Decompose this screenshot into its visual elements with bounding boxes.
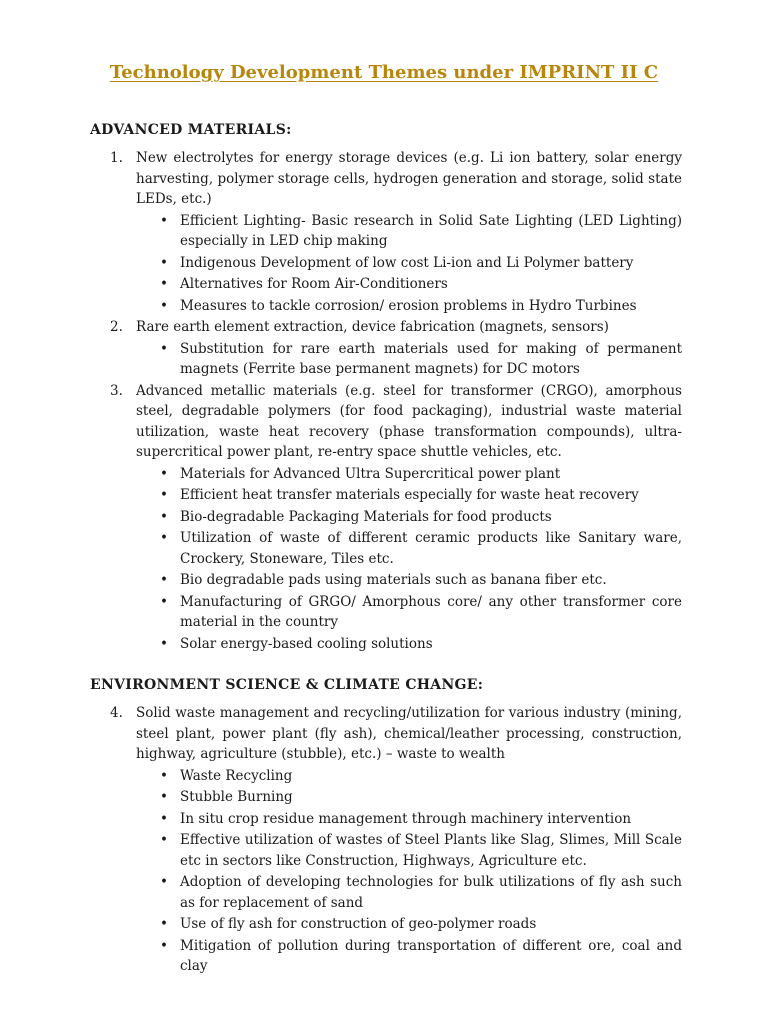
bullet-icon: • xyxy=(160,937,168,954)
sub-bullet-list xyxy=(136,211,682,317)
bullet-icon: • xyxy=(160,212,168,229)
bullet-text: Alternatives for Room Air-Conditioners xyxy=(180,276,448,292)
bullet-item xyxy=(136,253,682,274)
bullet-item xyxy=(136,296,682,317)
list-item xyxy=(90,381,682,655)
bullet-item xyxy=(136,507,682,528)
bullet-text: Substitution for rare earth materials used for making of permanent magnets (Ferrite base permanent magnets) for DC motors xyxy=(180,340,682,377)
bullet-item xyxy=(136,634,682,655)
bullet-icon: • xyxy=(160,297,168,314)
bullet-text: Utilization of waste of different ceramic products like Sanitary ware, Crockery, Stoneware, Tiles etc. xyxy=(180,530,682,567)
bullet-item xyxy=(136,211,682,252)
item-text: Advanced metallic materials (e.g. steel for transformer (CRGO), amorphous steel, degradable polymers (for food packaging), industrial waste material utilization, waste heat recovery (phase transformation compounds), ultra-supercritical power plant, re-entry space shuttle vehicles, etc. xyxy=(136,382,682,460)
sub-bullet-list xyxy=(136,766,682,977)
item-number: 1. xyxy=(110,150,123,166)
bullet-text: Bio degradable pads using materials such as banana fiber etc. xyxy=(180,572,607,588)
item-number: 3. xyxy=(110,382,123,399)
bullet-text: In situ crop residue management through machinery intervention xyxy=(180,810,632,827)
bullet-item xyxy=(136,485,682,506)
bullet-item xyxy=(136,936,682,977)
list-item xyxy=(90,148,682,316)
bullet-item xyxy=(136,787,682,808)
advanced-materials-list xyxy=(90,148,682,655)
bullet-text: Use of fly ash for construction of geo-polymer roads xyxy=(180,916,537,932)
bullet-text: Measures to tackle corrosion/ erosion problems in Hydro Turbines xyxy=(180,297,637,314)
bullet-icon: • xyxy=(160,508,168,525)
bullet-item xyxy=(136,570,682,591)
bullet-item xyxy=(136,528,682,569)
bullet-text: Stubble Burning xyxy=(180,789,293,805)
page-title: Technology Development Themes under IMPRINT II C xyxy=(109,62,659,83)
bullet-item xyxy=(136,872,682,913)
section-heading-environment: ENVIRONMENT SCIENCE & CLIMATE CHANGE: xyxy=(90,677,484,693)
sub-bullet-list xyxy=(136,339,682,380)
item-text: New electrolytes for energy storage devices (e.g. Li ion battery, solar energy harvesting, polymer storage cells, hydrogen generation and storage, solid state LEDs, etc.) xyxy=(136,150,682,207)
bullet-item xyxy=(136,592,682,633)
bullet-text: Manufacturing of GRGO/ Amorphous core/ any other transformer core material in the country xyxy=(180,593,682,630)
bullet-text: Adoption of developing technologies for bulk utilizations of fly ash such as for replacement of sand xyxy=(180,874,682,911)
bullet-icon: • xyxy=(160,789,168,805)
bullet-item xyxy=(136,766,682,787)
bullet-item xyxy=(136,464,682,485)
bullet-item xyxy=(136,274,682,295)
item-number: 4. xyxy=(110,705,123,721)
bullet-item xyxy=(136,339,682,380)
bullet-icon: • xyxy=(160,340,168,357)
bullet-icon: • xyxy=(160,916,168,932)
bullet-text: Indigenous Development of low cost Li-ion and Li Polymer battery xyxy=(180,254,634,271)
sub-bullet-list xyxy=(136,464,682,655)
list-item xyxy=(90,703,682,977)
bullet-text: Efficient heat transfer materials especially for waste heat recovery xyxy=(180,487,639,503)
bullet-text: Effective utilization of wastes of Steel Plants like Slag, Slimes, Mill Scale etc in sectors like Construction, Highways, Agriculture etc. xyxy=(180,832,682,869)
bullet-text: Waste Recycling xyxy=(180,767,293,784)
bullet-icon: • xyxy=(160,767,168,784)
bullet-icon: • xyxy=(160,276,168,292)
item-text: Rare earth element extraction, device fabrication (magnets, sensors) xyxy=(136,319,609,335)
bullet-item xyxy=(136,809,682,830)
item-number: 2. xyxy=(110,319,123,335)
item-text: Solid waste management and recycling/utilization for various industry (mining, steel plant, power plant (fly ash), chemical/leather processing, construction, highway, agriculture (stubble), etc.) – waste to wealth xyxy=(136,705,682,762)
bullet-icon: • xyxy=(160,874,168,890)
bullet-text: Solar energy-based cooling solutions xyxy=(180,635,433,652)
bullet-icon: • xyxy=(160,487,168,503)
bullet-icon: • xyxy=(160,810,168,827)
list-item xyxy=(90,317,682,380)
bullet-icon: • xyxy=(160,572,168,588)
bullet-text: Mitigation of pollution during transportation of different ore, coal and clay xyxy=(180,937,682,974)
bullet-item xyxy=(136,830,682,871)
bullet-item xyxy=(136,914,682,935)
environment-list xyxy=(90,703,682,978)
bullet-icon: • xyxy=(160,635,168,652)
bullet-icon: • xyxy=(160,593,168,610)
section-heading-advanced-materials: ADVANCED MATERIALS: xyxy=(90,122,292,138)
bullet-icon: • xyxy=(160,530,168,546)
bullet-text: Bio-degradable Packaging Materials for food products xyxy=(180,508,552,525)
bullet-text: Efficient Lighting- Basic research in Solid Sate Lighting (LED Lighting) especially in LED chip making xyxy=(180,212,682,249)
bullet-text: Materials for Advanced Ultra Supercritical power plant xyxy=(180,465,561,482)
bullet-icon: • xyxy=(160,832,168,848)
bullet-icon: • xyxy=(160,465,168,482)
bullet-icon: • xyxy=(160,254,168,271)
